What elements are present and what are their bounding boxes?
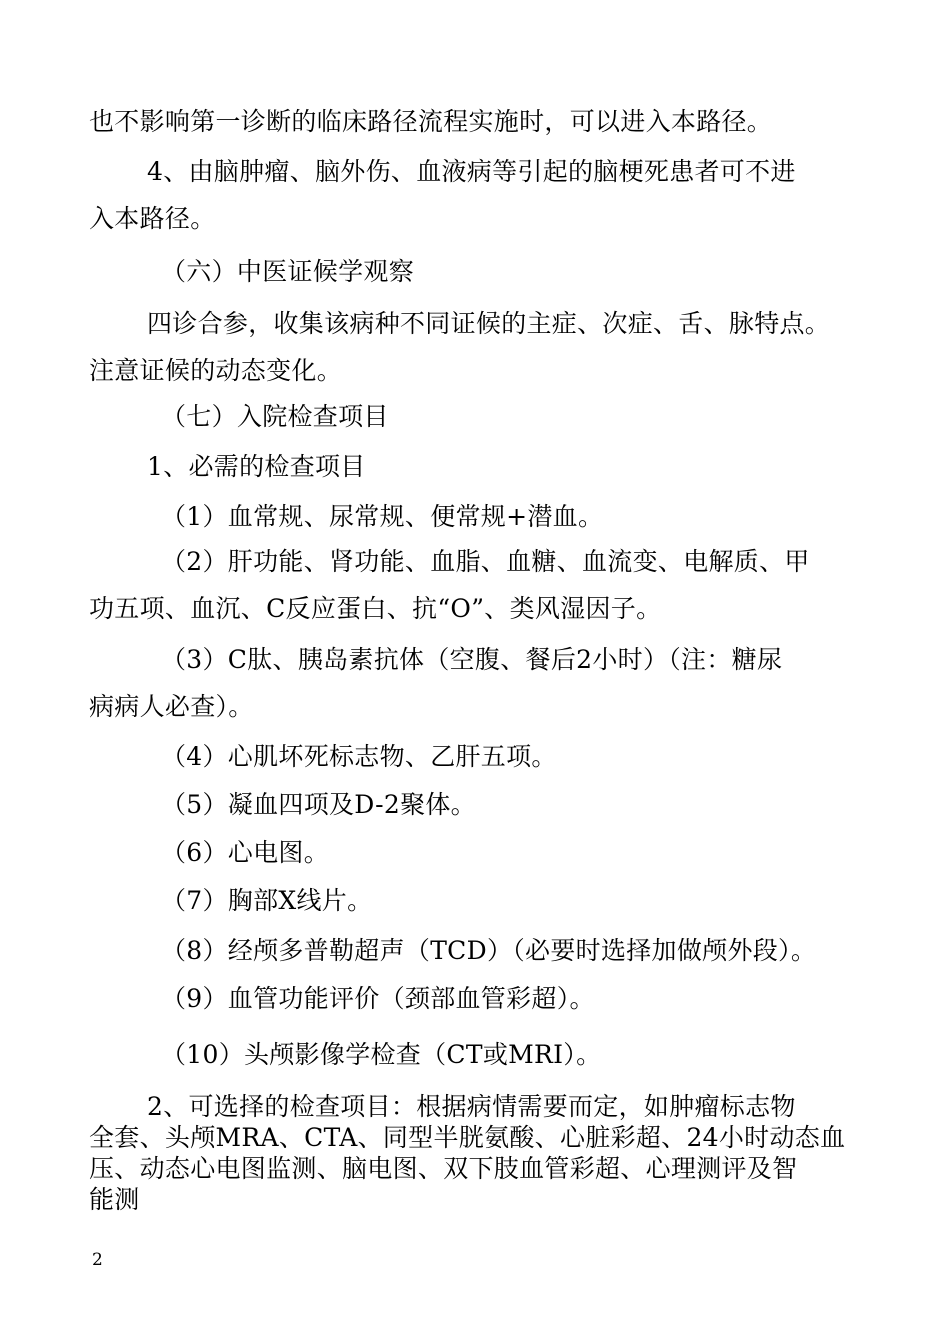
list-item-8: （8）经颅多普勒超声（TCD）（必要时选择加做颅外段）。 — [161, 936, 817, 965]
text-line-2: 4、由脑肿瘤、脑外伤、血液病等引起的脑梗死患者可不进 — [147, 157, 796, 186]
list-item-3: （3）C肽、胰岛素抗体（空腹、餐后2小时）（注：糖尿 — [161, 645, 783, 674]
text-line-5: 四诊合参，收集该病种不同证候的主症、次症、舌、脉特点。 — [147, 309, 831, 338]
page-number: 2 — [92, 1250, 103, 1270]
optional-tests-line-2: 全套、头颅MRA、CTA、同型半胱氨酸、心脏彩超、24小时动态血 — [89, 1123, 846, 1152]
list-item-4: （4）心肌坏死标志物、乙肝五项。 — [161, 742, 557, 771]
section-heading-7: （七）入院检查项目 — [161, 402, 389, 431]
list-item-6: （6）心电图。 — [161, 838, 330, 867]
list-item-2: （2）肝功能、肾功能、血脂、血糖、血流变、电解质、甲 — [161, 547, 810, 576]
list-item-3-continued: 病病人必查）。 — [89, 692, 254, 721]
subsection-heading-1: 1、必需的检查项目 — [147, 452, 366, 481]
list-item-2-continued: 功五项、血沉、C反应蛋白、抗“O”、类风湿因子。 — [89, 594, 662, 623]
list-item-9: （9）血管功能评价（颈部血管彩超）。 — [161, 984, 595, 1013]
text-line-1: 也不影响第一诊断的临床路径流程实施时，可以进入本路径。 — [89, 107, 773, 136]
text-line-3: 入本路径。 — [89, 204, 216, 233]
list-item-5: （5）凝血四项及D-2聚体。 — [161, 790, 476, 819]
optional-tests-line-3: 压、动态心电图监测、脑电图、双下肢血管彩超、心理测评及智 — [89, 1154, 798, 1183]
optional-tests-line-1: 2、可选择的检查项目：根据病情需要而定，如肿瘤标志物 — [147, 1092, 796, 1121]
section-heading-6: （六）中医证候学观察 — [161, 257, 415, 286]
list-item-10: （10）头颅影像学检查（CT或MRI）。 — [161, 1040, 602, 1069]
list-item-7: （7）胸部X线片。 — [161, 886, 373, 915]
list-item-1: （1）血常规、尿常规、便常规+潜血。 — [161, 502, 604, 531]
text-line-6: 注意证候的动态变化。 — [89, 356, 343, 385]
optional-tests-line-4: 能测 — [89, 1185, 140, 1214]
